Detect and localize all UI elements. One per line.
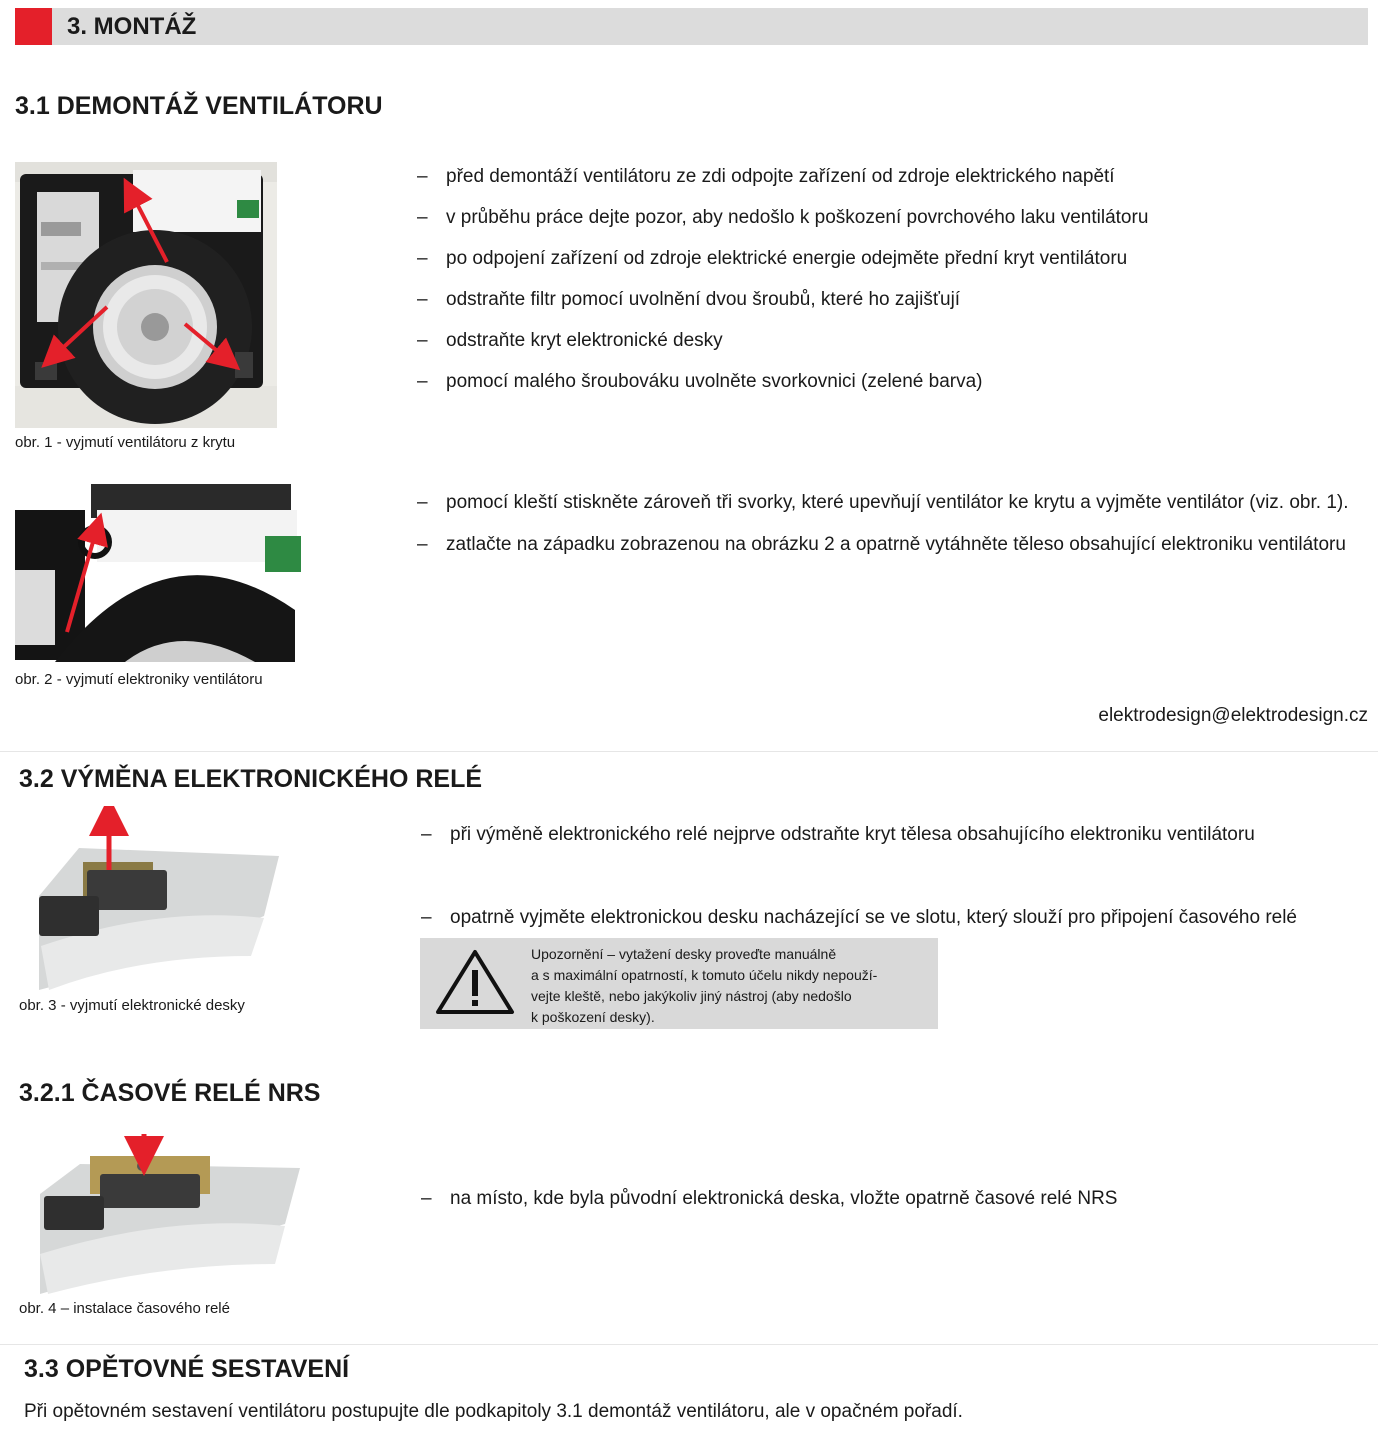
figure-2-caption: obr. 2 - vyjmutí elektroniky ventilátoru	[15, 671, 263, 688]
contact-email: elektrodesign@elektrodesign.cz	[1098, 705, 1368, 726]
heading-3-2-1: 3.2.1 ČASOVÉ RELÉ NRS	[19, 1079, 321, 1107]
steps-list-a	[417, 164, 1357, 395]
figure-1-fan-photo	[15, 162, 277, 428]
steps-list-relay	[421, 822, 1371, 848]
step-item: – při výměně elektronického relé nejprve odstraňte kryt tělesa obsahujícího elektroniku ventilátoru	[421, 822, 1371, 848]
step-item: – pomocí malého šroubováku uvolněte svorkovnici (zelené barva)	[417, 369, 1357, 395]
heading-3-3: 3.3 OPĚTOVNÉ SESTAVENÍ	[24, 1355, 350, 1383]
step-item: – odstraňte filtr pomocí uvolnění dvou šroubů, které ho zajišťují	[417, 287, 1357, 313]
step-item: – na místo, kde byla původní elektronická deska, vložte opatrně časové relé NRS	[421, 1186, 1361, 1212]
warning-line: k poškození desky).	[531, 1009, 655, 1025]
banner-accent-block	[15, 8, 52, 45]
heading-3-2: 3.2 VÝMĚNA ELEKTRONICKÉHO RELÉ	[19, 765, 483, 793]
warning-text	[531, 944, 931, 1028]
chapter-title: 3. MONTÁŽ	[67, 13, 197, 40]
reassembly-text: Při opětovném sestavení ventilátoru postupujte dle podkapitoly 3.1 demontáž ventilátoru, ale v opačném pořadí.	[24, 1401, 963, 1422]
figure-3-board-photo	[19, 806, 284, 990]
figure-4-caption: obr. 4 – instalace časového relé	[19, 1300, 230, 1317]
step-item: – po odpojení zařízení od zdroje elektrické energie odejměte přední kryt ventilátoru	[417, 246, 1357, 272]
steps-list-relay-2	[421, 905, 1376, 931]
figure-3-caption: obr. 3 - vyjmutí elektronické desky	[19, 997, 245, 1014]
step-item: – v průběhu práce dejte pozor, aby nedošlo k poškození povrchového laku ventilátoru	[417, 205, 1357, 231]
heading-3-1: 3.1 DEMONTÁŽ VENTILÁTORU	[15, 92, 383, 120]
figure-1-caption: obr. 1 - vyjmutí ventilátoru z krytu	[15, 434, 236, 451]
figure-4-relay-photo	[30, 1134, 302, 1294]
section-banner	[15, 8, 1368, 45]
warning-line: a s maximální opatrností, k tomuto účelu nikdy nepouží-	[531, 967, 878, 983]
step-item: – zatlačte na západku zobrazenou na obrázku 2 a opatrně vytáhněte těleso obsahující elektroniku ventilátoru	[417, 532, 1357, 558]
warning-line: Upozornění – vytažení desky proveďte manuálně	[531, 946, 837, 962]
step-item: – pomocí kleští stiskněte zároveň tři svorky, které upevňují ventilátor ke krytu a vyjměte ventilátor (viz. obr. 1).	[417, 490, 1357, 516]
step-item: – odstraňte kryt elektronické desky	[417, 328, 1357, 354]
steps-list-b	[417, 490, 1357, 558]
warning-box	[420, 938, 938, 1029]
figure-2-electronics-photo	[15, 480, 304, 662]
section-divider	[0, 751, 1378, 752]
section-divider	[0, 1344, 1378, 1345]
step-item: – opatrně vyjměte elektronickou desku nacházející se ve slotu, který slouží pro připojení časového relé	[421, 905, 1376, 931]
warning-triangle-icon	[434, 948, 516, 1021]
steps-list-nrs	[421, 1186, 1361, 1212]
warning-line: vejte kleště, nebo jakýkoliv jiný nástroj (aby nedošlo	[531, 988, 852, 1004]
step-item: – před demontáží ventilátoru ze zdi odpojte zařízení od zdroje elektrického napětí	[417, 164, 1357, 190]
